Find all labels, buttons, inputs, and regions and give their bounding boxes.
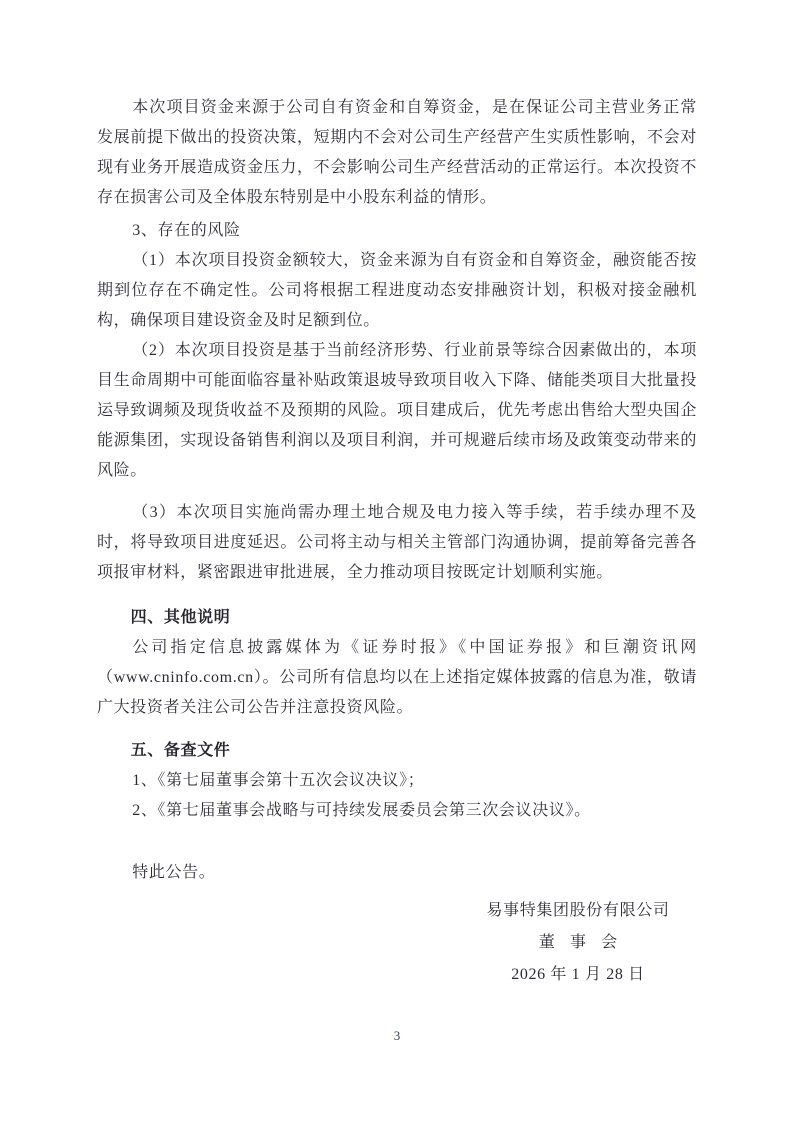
list-item-reference-doc-2: 2、《第七届董事会战略与可持续发展委员会第三次会议决议》。 [132, 802, 591, 819]
page-number: 3 [393, 1028, 401, 1043]
paragraph-risk-2: （2）本次项目投资是基于当前经济形势、行业前景等综合因素做出的，本项目生命周期中可能面临容量补贴政策退坡导致项目收入下降、储能类项目大批量投运导致调频及现货收益不及预期的风险。项目建成后，优先考虑出售给大型央国企能源集团，实现设备销售利润以及项目利润，并可规避后续市场及政策变动带来的风险。 [97, 342, 697, 479]
paragraph-disclosure-media: 公司指定信息披露媒体为《证券时报》《中国证券报》和巨潮资讯网（www.cninfo.com.cn）。公司所有信息均以在上述指定媒体披露的信息为准，敬请广大投资者关注公司公告并注意投资风险。 [97, 639, 697, 716]
signature-board-of-directors: 董 事 会 [538, 934, 623, 951]
paragraph-funding-source: 本次项目资金来源于公司自有资金和自筹资金，是在保证公司主营业务正常发展前提下做出的投资决策，短期内不会对公司生产经营产生实质性影响，不会对现有业务开展造成资金压力，不会影响公司生产经营活动的正常运行。本次投资不存在损害公司及全体股东特别是中小股东利益的情形。 [97, 99, 697, 206]
section-heading-other-notes: 四、其他说明 [130, 609, 231, 626]
paragraph-risk-3: （3）本次项目实施尚需办理土地合规及电力接入等手续，若手续办理不及时，将导致项目进度延迟。公司将主动与相关主管部门沟通协调，提前筹备完善各项报审材料，紧密跟进审批进展，全力推动项目按既定计划顺利实施。 [97, 504, 697, 581]
closing-statement: 特此公告。 [132, 864, 216, 881]
signature-company-name: 易事特集团股份有限公司 [486, 902, 670, 919]
signature-block [473, 895, 683, 991]
list-item-reference-doc-1: 1、《第七届董事会第十五次会议决议》； [132, 772, 425, 789]
signature-date: 2026 年 1 月 28 日 [511, 966, 645, 983]
section-heading-reference-documents: 五、备查文件 [130, 742, 231, 759]
risk-section-title: 3、存在的风险 [132, 222, 241, 239]
paragraph-risk-1: （1）本次项目投资金额较大，资金来源为自有资金和自筹资金，融资能否按期到位存在不确定性。公司将根据工程进度动态安排融资计划，积极对接金融机构，确保项目建设资金及时足额到位。 [97, 252, 697, 329]
